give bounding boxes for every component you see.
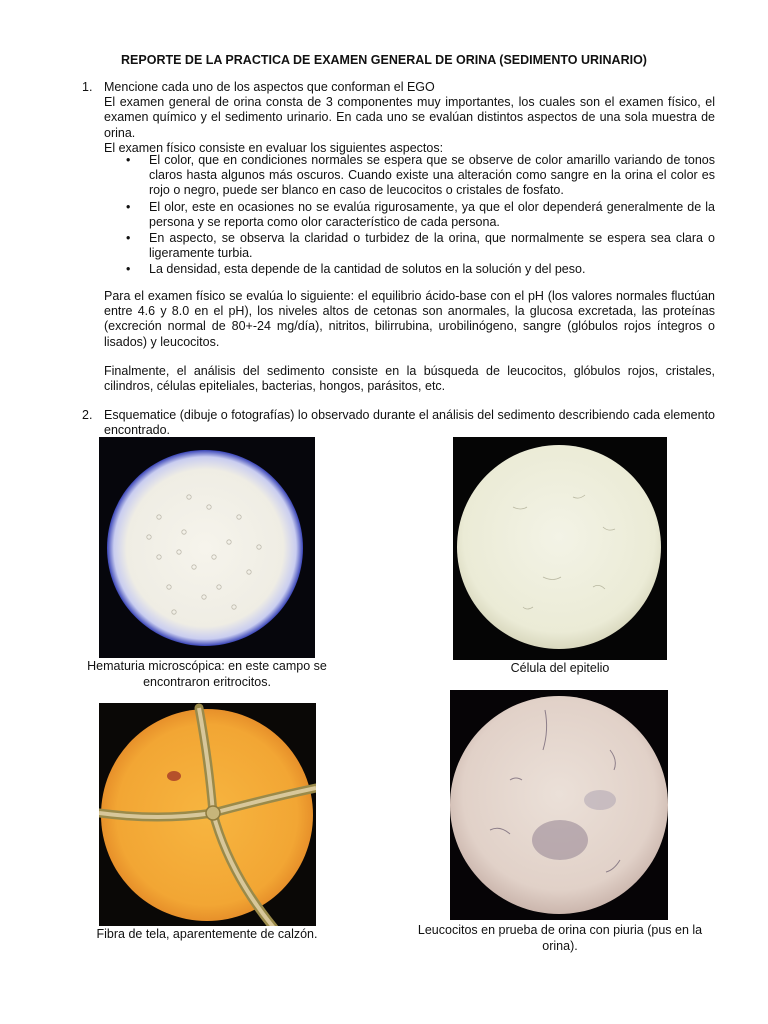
question-1-number: 1. (82, 80, 93, 94)
figure-caption: Célula del epitelio (510, 661, 610, 675)
bullet-icon: • (126, 153, 131, 167)
list-item-text: En aspecto, se observa la claridad o turbidez de la orina, que normalmente se espera sea clara o ligeramente turbia. (149, 231, 715, 261)
figure-caption: Fibra de tela, aparentemente de calzón. (96, 927, 318, 941)
microscope-photo-hematuria (99, 437, 315, 658)
physical-aspects-list (104, 153, 715, 279)
bullet-icon: • (126, 199, 131, 214)
list-item (104, 153, 715, 199)
physical-exam-intro: El examen físico consiste en evaluar los siguientes aspectos: (104, 140, 444, 155)
question-1-intro: El examen general de orina consta de 3 componentes muy importantes, los cuales son el examen físico, el examen químico y el sedimento urinario. En cada uno se evalúan distintos aspectos de una sola muestra de orina. (104, 95, 715, 140)
microscope-photo-fabric-fiber (99, 703, 316, 926)
sediment-paragraph: Finalmente, el análisis del sedimento consiste en la búsqueda de leucocitos, glóbulos rojos, cristales, cilindros, células epiteliales, bacterias, hongos, parásitos, etc. (104, 364, 715, 394)
question-2-number: 2. (82, 408, 93, 422)
document-title: REPORTE DE LA PRACTICA DE EXAMEN GENERAL DE ORINA (SEDIMENTO URINARIO) (121, 53, 647, 67)
figure-caption: Hematuria microscópica: en este campo se encontraron eritrocitos. (87, 659, 327, 689)
list-item (104, 231, 715, 261)
microscope-photo-leukocytes (450, 690, 668, 920)
bullet-icon: • (126, 262, 131, 277)
question-1-heading: Mencione cada uno de los aspectos que conforman el EGO (104, 80, 435, 94)
microscope-photo-epithelial (453, 437, 667, 660)
question-2-heading: Esquematice (dibuje o fotografías) lo observado durante el análisis del sedimento describiendo cada elemento encontrado. (104, 408, 715, 438)
chemical-exam-paragraph: Para el examen físico se evalúa lo siguiente: el equilibrio ácido-base con el pH (los valores normales fluctúan entre 4.6 y 8.0 en el pH), los niveles altos de cetonas son anormales, la glucosa excretada, las proteínas (excreción normal de 80+-24 mg/día), nitritos, bilirrubina, urobilinógeno, sangre (glóbulos rojos íntegros o lisados) y leucocitos. (104, 289, 715, 349)
figure-caption: Leucocitos en prueba de orina con piuria (pus en la orina). (417, 923, 703, 953)
list-item-text: El color, que en condiciones normales se espera que se observe de color amarillo variando de tonos claros hasta algunos más oscuros. Cuando existe una alteración como sangre en la orina el color es rojo o negro, puede ser blanco en caso de leucocitos o cristales de fosfato. (149, 153, 715, 198)
list-item (104, 200, 715, 230)
list-item-text: La densidad, esta depende de la cantidad de solutos en la solución y del peso. (149, 262, 586, 277)
list-item-text: El olor, este en ocasiones no se evalúa rigurosamente, ya que el olor dependerá generalmente de la persona y se reporta como olor característico de cada persona. (149, 199, 715, 229)
question-1-block (104, 80, 715, 156)
bullet-icon: • (126, 231, 131, 246)
list-item (104, 262, 715, 277)
